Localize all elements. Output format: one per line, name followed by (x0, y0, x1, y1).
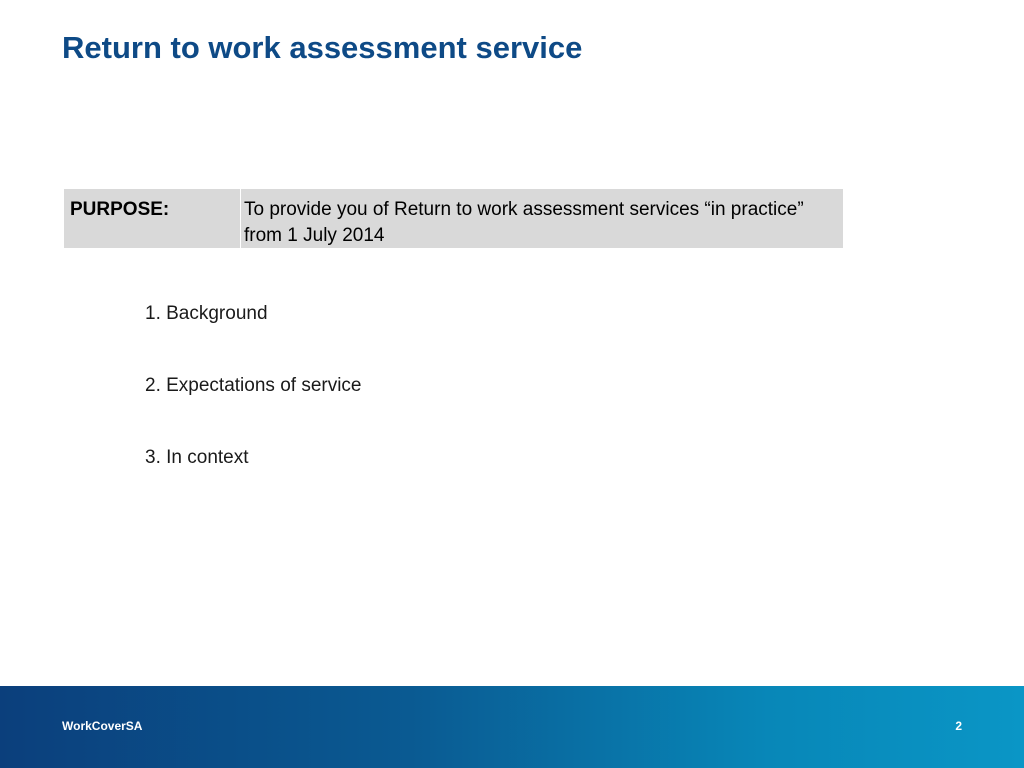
agenda-list (145, 300, 362, 516)
slide-title: Return to work assessment service (62, 30, 583, 65)
agenda-item-context: 3. In context (145, 447, 249, 468)
agenda-item-expectations: 2. Expectations of service (145, 375, 362, 396)
agenda-item-background: 1. Background (145, 303, 268, 324)
page-number: 2 (955, 719, 962, 733)
purpose-table (64, 189, 843, 248)
purpose-text: To provide you of Return to work assessment services “in practice” from 1 July 2014 (244, 199, 804, 246)
footer-brand: WorkCoverSA (62, 719, 143, 733)
purpose-label: PURPOSE: (70, 199, 170, 220)
footer-bar (0, 686, 1024, 768)
